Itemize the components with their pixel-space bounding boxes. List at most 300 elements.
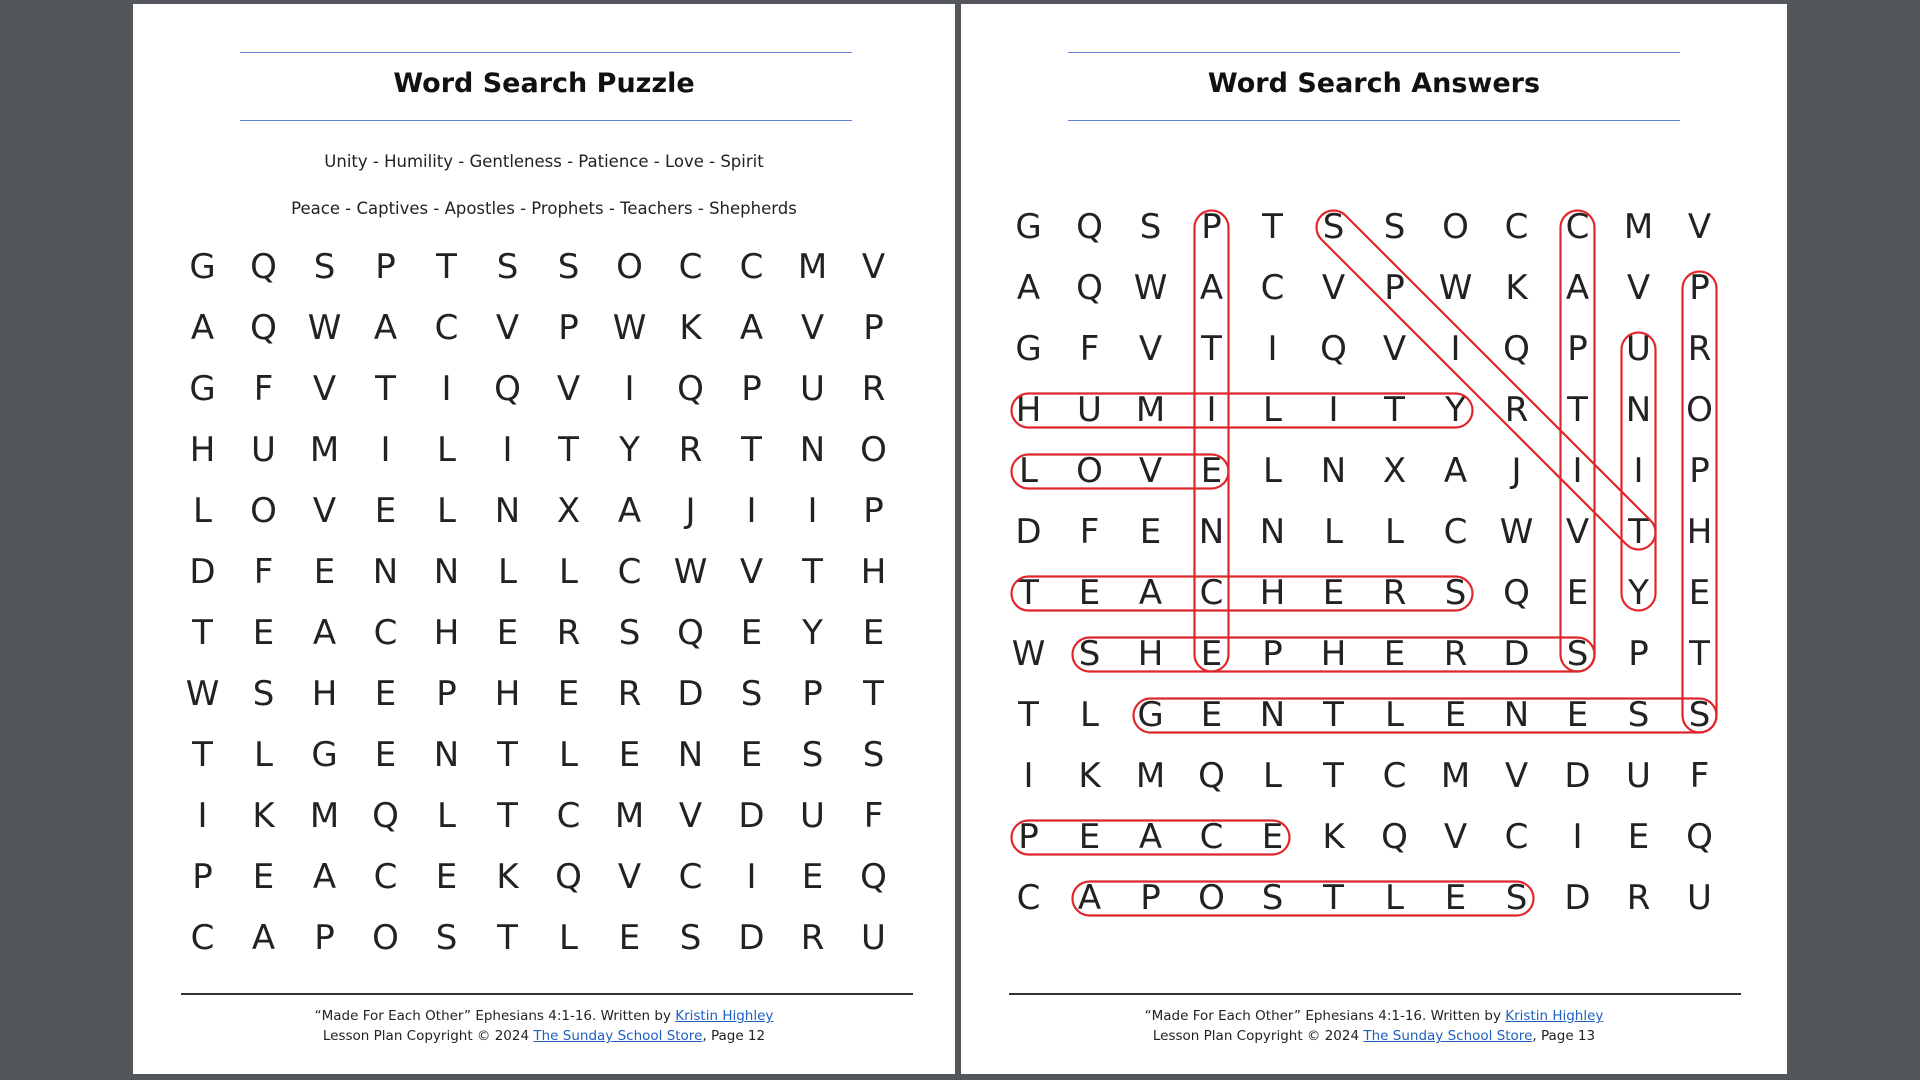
grid-letter: E (557, 674, 580, 714)
grid-letter: U (800, 796, 825, 836)
grid-letter: W (1133, 268, 1168, 308)
grid-letter: M (309, 796, 340, 836)
grid-letter: V (1687, 207, 1712, 247)
grid-letter: P (741, 369, 762, 409)
grid-letter: V (495, 308, 520, 348)
grid-letter: K (252, 796, 275, 836)
grid-letter: E (1566, 573, 1589, 613)
grid-letter: T (497, 796, 518, 836)
grid-letter: R (1382, 573, 1407, 613)
grid-letter: T (741, 430, 762, 470)
grid-letter: U (251, 430, 276, 470)
grid-letter: F (253, 369, 274, 409)
grid-letter: R (556, 613, 581, 653)
grid-letter: L (1263, 390, 1282, 430)
grid-letter: T (558, 430, 579, 470)
grid-letter: X (1382, 451, 1407, 491)
grid-letter: M (1135, 756, 1166, 796)
footer (961, 1006, 1787, 1046)
grid-letter: C (1382, 756, 1407, 796)
grid-letter: P (1018, 817, 1039, 857)
grid-letter: D (738, 918, 765, 958)
grid-letter: J (685, 491, 696, 531)
grid-letter: E (1078, 573, 1101, 613)
grid-letter: P (863, 491, 884, 531)
grid-letter: E (618, 735, 641, 775)
grid-letter: T (497, 918, 518, 958)
grid-letter: A (251, 918, 276, 958)
grid-letter: O (1442, 207, 1469, 247)
grid-letter: O (860, 430, 887, 470)
letter-grid (172, 237, 904, 969)
grid-letter: I (1267, 329, 1278, 369)
grid-letter: C (678, 247, 703, 287)
grid-letter: A (1077, 878, 1102, 918)
grid-letter: M (1440, 756, 1471, 796)
grid-letter: H (189, 430, 216, 470)
grid-letter: P (863, 308, 884, 348)
grid-letter: S (1627, 695, 1650, 735)
grid-letter: G (311, 735, 338, 775)
grid-letter: C (1260, 268, 1285, 308)
grid-letter: P (1262, 634, 1283, 674)
grid-letter: T (375, 369, 396, 409)
grid-letter: T (1567, 390, 1588, 430)
grid-letter: I (807, 491, 818, 531)
grid-letter: I (1572, 451, 1583, 491)
grid-letter: D (1015, 512, 1042, 552)
title-bottom-rule (1068, 120, 1680, 121)
grid-letter: T (1628, 512, 1649, 552)
grid-letter: J (1511, 451, 1522, 491)
grid-letter: E (1139, 512, 1162, 552)
grid-letter: H (1137, 634, 1164, 674)
grid-letter: P (192, 857, 213, 897)
grid-letter: L (1019, 451, 1038, 491)
grid-letter: A (617, 491, 642, 531)
grid-letter: N (1503, 695, 1530, 735)
grid-letter: P (436, 674, 457, 714)
grid-letter: A (1565, 268, 1590, 308)
title-top-rule (240, 52, 852, 53)
grid-letter: A (1199, 268, 1224, 308)
grid-letter: M (309, 430, 340, 470)
grid-letter: I (441, 369, 452, 409)
footer-rule (181, 993, 913, 995)
grid-letter: D (1564, 878, 1591, 918)
grid-letter: N (433, 552, 460, 592)
grid-letter: C (617, 552, 642, 592)
grid-letter: E (1444, 878, 1467, 918)
grid-letter: M (797, 247, 828, 287)
grid-letter: O (1198, 878, 1225, 918)
grid-letter: V (1321, 268, 1346, 308)
grid-letter: U (1626, 329, 1651, 369)
grid-letter: V (739, 552, 764, 592)
grid-letter: C (1199, 573, 1224, 613)
grid-letter: I (502, 430, 513, 470)
grid-letter: E (801, 857, 824, 897)
grid-letter: O (616, 247, 643, 287)
grid-letter: C (373, 613, 398, 653)
grid-letter: V (556, 369, 581, 409)
grid-letter: A (190, 308, 215, 348)
grid-letter: E (1200, 451, 1223, 491)
footer-line-2: Lesson Plan Copyright © 2024 The Sunday School Store, Page 12 (322, 1028, 766, 1044)
grid-letter: I (746, 857, 757, 897)
title-bottom-rule (240, 120, 852, 121)
grid-letter: N (433, 735, 460, 775)
grid-letter: S (801, 735, 824, 775)
grid-letter: O (1686, 390, 1713, 430)
grid-letter: S (1566, 634, 1589, 674)
grid-letter: C (373, 857, 398, 897)
grid-letter: R (1504, 390, 1529, 430)
grid-letter: P (1689, 268, 1710, 308)
grid-letter: C (434, 308, 459, 348)
grid-letter: P (1384, 268, 1405, 308)
grid-letter: O (250, 491, 277, 531)
grid-letter: O (1076, 451, 1103, 491)
grid-letter: C (739, 247, 764, 287)
grid-letter: S (1688, 695, 1711, 735)
grid-letter: I (1572, 817, 1583, 857)
grid-letter: Q (250, 308, 277, 348)
grid-letter: E (313, 552, 336, 592)
grid-letter: E (1627, 817, 1650, 857)
grid-letter: W (1438, 268, 1473, 308)
grid-letter: S (557, 247, 580, 287)
grid-letter: U (1077, 390, 1102, 430)
grid-letter: S (435, 918, 458, 958)
grid-letter: Y (1445, 390, 1466, 430)
grid-letter: E (374, 674, 397, 714)
grid-letter: L (437, 491, 456, 531)
grid-letter: T (1018, 573, 1039, 613)
grid-letter: V (1138, 451, 1163, 491)
grid-letter: T (192, 613, 213, 653)
grid-letter: H (1259, 573, 1286, 613)
grid-letter: P (375, 247, 396, 287)
grid-letter: T (436, 247, 457, 287)
grid-letter: Q (1076, 207, 1103, 247)
grid-letter: A (373, 308, 398, 348)
grid-letter: E (374, 491, 397, 531)
author-link[interactable]: Kristin Highley (1505, 1008, 1604, 1024)
grid-letter: D (1503, 634, 1530, 674)
grid-letter: T (1323, 695, 1344, 735)
grid-letter: H (860, 552, 887, 592)
footer-line-1: “Made For Each Other” Ephesians 4:1-16. Written by Kristin Highley (314, 1008, 774, 1024)
page-number: , Page 12 (702, 1028, 766, 1044)
grid-letter: G (1137, 695, 1164, 735)
grid-letter: K (679, 308, 702, 348)
grid-letter: W (673, 552, 708, 592)
grid-letter: Q (1503, 329, 1530, 369)
grid-letter: N (1625, 390, 1652, 430)
grid-letter: O (372, 918, 399, 958)
grid-letter: S (1444, 573, 1467, 613)
grid-letter: E (1200, 695, 1223, 735)
grid-letter: D (677, 674, 704, 714)
grid-letter: T (497, 735, 518, 775)
grid-letter: V (1382, 329, 1407, 369)
grid-letter: T (1262, 207, 1283, 247)
grid-letter: C (1199, 817, 1224, 857)
grid-letter: W (185, 674, 220, 714)
grid-letter: C (556, 796, 581, 836)
grid-letter: A (1443, 451, 1468, 491)
grid-letter: S (313, 247, 336, 287)
grid-letter: N (1259, 695, 1286, 735)
grid-letter: L (193, 491, 212, 531)
grid-letter: S (252, 674, 275, 714)
footer-rule (1009, 993, 1741, 995)
grid-letter: D (738, 796, 765, 836)
grid-letter: G (1015, 207, 1042, 247)
grid-letter: W (1011, 634, 1046, 674)
grid-letter: Q (494, 369, 521, 409)
grid-letter: L (1080, 695, 1099, 735)
grid-letter: L (254, 735, 273, 775)
grid-letter: L (559, 918, 578, 958)
grid-letter: S (740, 674, 763, 714)
grid-letter: Q (1381, 817, 1408, 857)
grid-letter: T (802, 552, 823, 592)
store-link[interactable]: The Sunday School Store (1363, 1028, 1533, 1044)
grid-letter: L (1385, 695, 1404, 735)
grid-letter: E (1322, 573, 1345, 613)
grid-letter: I (624, 369, 635, 409)
grid-letter: U (800, 369, 825, 409)
grid-letter: I (1450, 329, 1461, 369)
grid-letter: K (496, 857, 519, 897)
grid-letter: Q (1198, 756, 1225, 796)
grid-letter: H (1686, 512, 1713, 552)
author-link[interactable]: Kristin Highley (675, 1008, 774, 1024)
grid-letter: W (612, 308, 647, 348)
grid-letter: M (1135, 390, 1166, 430)
grid-letter: F (253, 552, 274, 592)
grid-letter: V (312, 369, 337, 409)
grid-letter: D (189, 552, 216, 592)
grid-letter: V (312, 491, 337, 531)
grid-letter: V (861, 247, 886, 287)
grid-letter: D (1564, 756, 1591, 796)
grid-letter: L (437, 430, 456, 470)
grid-letter: A (1138, 817, 1163, 857)
grid-letter: Q (860, 857, 887, 897)
grid-letter: K (1322, 817, 1345, 857)
grid-letter: S (1078, 634, 1101, 674)
grid-letter: S (862, 735, 885, 775)
grid-letter: T (1384, 390, 1405, 430)
word-list-line-2: Peace - Captives - Apostles - Prophets - Teachers - Shepherds (291, 199, 797, 218)
grid-letter: N (799, 430, 826, 470)
grid-letter: S (1505, 878, 1528, 918)
grid-letter: E (435, 857, 458, 897)
grid-letter: P (802, 674, 823, 714)
grid-letter: L (1324, 512, 1343, 552)
grid-letter: I (746, 491, 757, 531)
grid-letter: L (559, 552, 578, 592)
grid-letter: I (197, 796, 208, 836)
footer-line-1: “Made For Each Other” Ephesians 4:1-16. Written by Kristin Highley (1144, 1008, 1604, 1024)
page-number: , Page 13 (1532, 1028, 1596, 1044)
grid-letter: I (380, 430, 391, 470)
grid-letter: V (617, 857, 642, 897)
grid-letter: S (1383, 207, 1406, 247)
grid-letter: M (1623, 207, 1654, 247)
grid-letter: L (559, 735, 578, 775)
grid-letter: R (800, 918, 825, 958)
grid-letter: N (494, 491, 521, 531)
grid-letter: T (1323, 878, 1344, 918)
grid-letter: F (1079, 329, 1100, 369)
grid-letter: L (1385, 512, 1404, 552)
grid-letter: E (1383, 634, 1406, 674)
grid-letter: E (496, 613, 519, 653)
grid-letter: E (1261, 817, 1284, 857)
store-link[interactable]: The Sunday School Store (533, 1028, 703, 1044)
grid-letter: X (556, 491, 581, 531)
grid-letter: H (433, 613, 460, 653)
grid-letter: I (1206, 390, 1217, 430)
grid-letter: S (618, 613, 641, 653)
grid-letter: Q (555, 857, 582, 897)
grid-letter: L (498, 552, 517, 592)
grid-letter: E (1078, 817, 1101, 857)
word-list-line-1: Unity - Humility - Gentleness - Patience - Love - Spirit (324, 152, 764, 171)
grid-letter: S (679, 918, 702, 958)
puzzle-page (133, 4, 955, 1074)
grid-letter: M (614, 796, 645, 836)
grid-letter: A (312, 857, 337, 897)
grid-letter: E (618, 918, 641, 958)
grid-letter: V (678, 796, 703, 836)
answer-letter-grid (998, 197, 1730, 929)
grid-letter: F (863, 796, 884, 836)
grid-letter: I (1633, 451, 1644, 491)
grid-letter: S (1322, 207, 1345, 247)
grid-letter: R (1687, 329, 1712, 369)
grid-letter: Y (802, 613, 823, 653)
page-title: Word Search Puzzle (393, 68, 695, 99)
grid-letter: U (861, 918, 886, 958)
grid-letter: W (1499, 512, 1534, 552)
grid-letter: V (1626, 268, 1651, 308)
grid-letter: Q (1076, 268, 1103, 308)
grid-letter: E (862, 613, 885, 653)
grid-letter: C (1443, 512, 1468, 552)
grid-letter: P (558, 308, 579, 348)
grid-letter: E (740, 613, 763, 653)
grid-letter: E (1200, 634, 1223, 674)
grid-letter: T (863, 674, 884, 714)
title-top-rule (1068, 52, 1680, 53)
grid-letter: N (1320, 451, 1347, 491)
grid-letter: A (1138, 573, 1163, 613)
grid-letter: T (192, 735, 213, 775)
grid-letter: E (1566, 695, 1589, 735)
grid-letter: R (1626, 878, 1651, 918)
grid-letter: N (1259, 512, 1286, 552)
grid-letter: V (1504, 756, 1529, 796)
grid-letter: P (1140, 878, 1161, 918)
grid-letter: L (1263, 756, 1282, 796)
grid-letter: I (1328, 390, 1339, 430)
grid-letter: N (372, 552, 399, 592)
grid-letter: A (1016, 268, 1041, 308)
grid-letter: U (1626, 756, 1651, 796)
answers-page (961, 4, 1787, 1074)
grid-letter: R (678, 430, 703, 470)
grid-letter: G (189, 369, 216, 409)
grid-letter: T (1201, 329, 1222, 369)
grid-letter: L (437, 796, 456, 836)
grid-letter: T (1323, 756, 1344, 796)
grid-letter: R (1443, 634, 1468, 674)
grid-letter: E (374, 735, 397, 775)
grid-letter: C (678, 857, 703, 897)
grid-letter: E (740, 735, 763, 775)
grid-letter: C (1565, 207, 1590, 247)
grid-letter: N (1198, 512, 1225, 552)
grid-letter: T (1689, 634, 1710, 674)
grid-letter: S (1261, 878, 1284, 918)
grid-letter: Q (677, 613, 704, 653)
grid-letter: P (1201, 207, 1222, 247)
grid-letter: C (1504, 817, 1529, 857)
grid-letter: Y (619, 430, 640, 470)
grid-letter: A (312, 613, 337, 653)
grid-letter: C (190, 918, 215, 958)
grid-letter: L (1263, 451, 1282, 491)
grid-letter: V (1138, 329, 1163, 369)
grid-letter: A (739, 308, 764, 348)
grid-letter: V (800, 308, 825, 348)
grid-letter: K (1078, 756, 1101, 796)
grid-letter: P (1567, 329, 1588, 369)
grid-letter: F (1079, 512, 1100, 552)
grid-letter: Q (1320, 329, 1347, 369)
grid-letter: P (1689, 451, 1710, 491)
grid-letter: L (1385, 878, 1404, 918)
grid-letter: Q (677, 369, 704, 409)
grid-letter: S (1139, 207, 1162, 247)
grid-letter: G (189, 247, 216, 287)
grid-letter: H (494, 674, 521, 714)
grid-letter: Q (1686, 817, 1713, 857)
grid-letter: G (1015, 329, 1042, 369)
grid-letter: C (1504, 207, 1529, 247)
grid-letter: P (1628, 634, 1649, 674)
grid-letter: E (1444, 695, 1467, 735)
grid-letter: R (861, 369, 886, 409)
grid-letter: U (1687, 878, 1712, 918)
footer (133, 1006, 955, 1046)
grid-letter: V (1443, 817, 1468, 857)
grid-letter: H (311, 674, 338, 714)
grid-letter: K (1505, 268, 1528, 308)
grid-letter: E (252, 613, 275, 653)
grid-letter: Q (250, 247, 277, 287)
grid-letter: Q (1503, 573, 1530, 613)
grid-letter: N (677, 735, 704, 775)
grid-letter: S (496, 247, 519, 287)
grid-letter: R (617, 674, 642, 714)
grid-letter: F (1689, 756, 1710, 796)
